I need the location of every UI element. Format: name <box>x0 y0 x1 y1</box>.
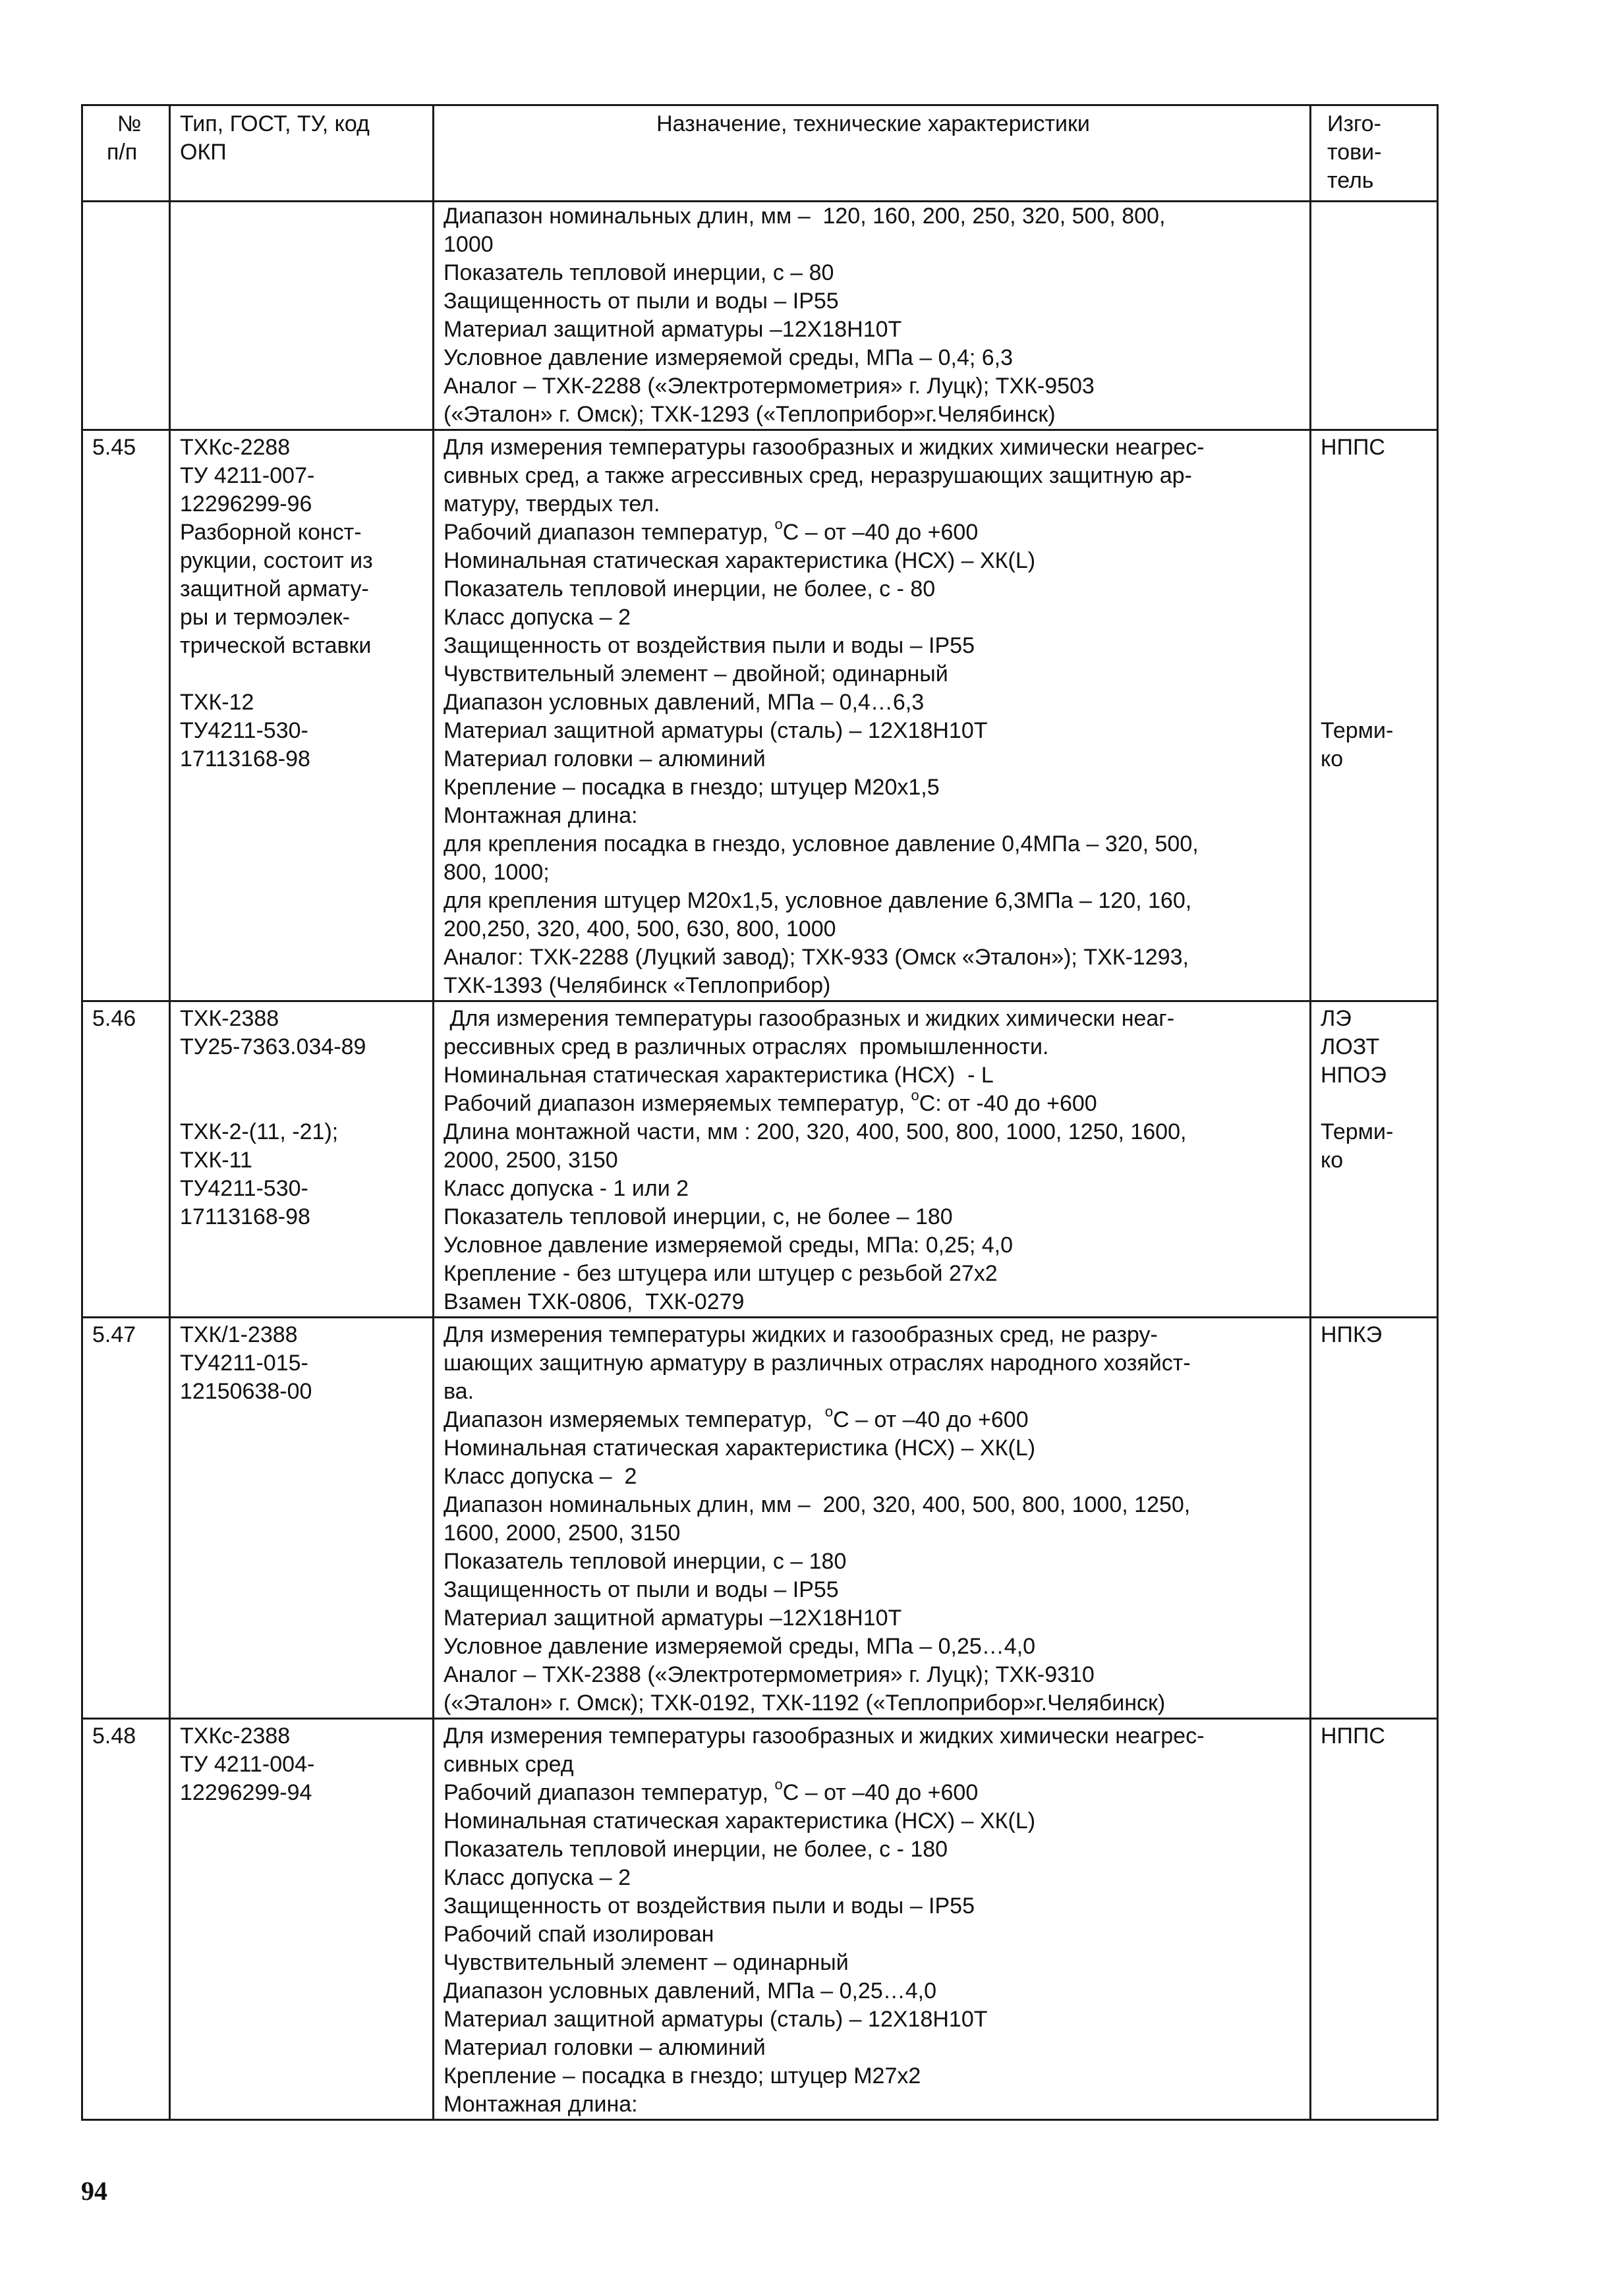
type-line: ТУ4211-530- <box>180 718 308 743</box>
degree-mark: o <box>824 1403 834 1420</box>
desc-line: 200,250, 320, 400, 500, 630, 800, 1000 <box>443 916 836 941</box>
desc-line: Крепление – посадка в гнездо; штуцер М27х2 <box>443 2063 921 2088</box>
desc-line: («Эталон» г. Омск); ТХК-1293 («Теплоприбор»г.Челябинск) <box>443 402 1056 427</box>
desc-line: Номинальная статическая характеристика (НСХ) – ХК(L) <box>443 1436 1036 1461</box>
header-maker <box>1311 105 1438 202</box>
cell-desc <box>434 202 1311 430</box>
desc-line: Материал защитной арматуры (сталь) – 12Х18Н10Т <box>443 718 988 743</box>
type-line: ТХКс-2388 <box>180 1723 291 1749</box>
cell-type <box>170 430 434 1001</box>
desc-line: Аналог: ТХК-2288 (Луцкий завод); ТХК-933 (Омск «Эталон»); ТХК-1293, <box>443 945 1189 970</box>
desc-line: сивных сред, а также агрессивных сред, неразрушающих защитную ар- <box>443 463 1192 488</box>
header-text: № <box>117 111 142 136</box>
desc-line: Показатель тепловой инерции, не более, с - 80 <box>443 576 936 602</box>
type-line: ТХКс-2288 <box>180 435 291 460</box>
desc-line: Диапазон номинальных длин, мм – 200, 320, 400, 500, 800, 1000, 1250, <box>443 1492 1191 1517</box>
type-line: ТХК-11 <box>180 1148 252 1173</box>
desc-line: для крепления штуцер М20х1,5, условное давление 6,3МПа – 120, 160, <box>443 888 1192 913</box>
desc-line: Монтажная длина: <box>443 2092 638 2117</box>
cell-num <box>82 1719 170 2120</box>
header-text: Тип, ГОСТ, ТУ, код <box>180 111 370 136</box>
degree-mark: o <box>774 515 783 532</box>
desc-line: Класс допуска - 1 или 2 <box>443 1176 689 1201</box>
cell-num <box>82 430 170 1001</box>
desc-line: Показатель тепловой инерции, с – 80 <box>443 260 834 285</box>
desc-line: Материал защитной арматуры –12Х18Н10Т <box>443 1606 902 1631</box>
row-number: 5.48 <box>92 1723 136 1749</box>
cell-type <box>170 1719 434 2120</box>
row-number: 5.45 <box>92 435 136 460</box>
desc-line: Для измерения температуры газообразных и жидких химически неаг- <box>443 1006 1175 1031</box>
cell-maker <box>1311 1318 1438 1719</box>
desc-line: ТХК-1393 (Челябинск «Теплоприбор) <box>443 973 831 998</box>
maker-line: ко <box>1321 746 1344 771</box>
cell-maker <box>1311 1719 1438 2120</box>
type-line: ТХК/1-2388 <box>180 1322 298 1347</box>
maker-line: НПКЭ <box>1321 1322 1383 1347</box>
type-line: ТУ25-7363.034-89 <box>180 1034 366 1059</box>
desc-line: Показатель тепловой инерции, с – 180 <box>443 1549 847 1574</box>
desc-line: Диапазон измеряемых температур, $^o$С – от –40 до +600 <box>443 1403 1029 1432</box>
row-number: 5.47 <box>92 1322 136 1347</box>
maker-line: ЛЭ <box>1321 1006 1352 1031</box>
desc-line: ва. <box>443 1379 474 1404</box>
type-line: 12296299-94 <box>180 1780 312 1805</box>
header-type <box>170 105 434 202</box>
maker-line: НПОЭ <box>1321 1063 1387 1088</box>
desc-line: Защищенность от воздействия пыли и воды – IP55 <box>443 1893 975 1918</box>
header-desc <box>434 105 1311 202</box>
desc-line: Материал защитной арматуры (сталь) – 12Х18Н10Т <box>443 2007 988 2032</box>
maker-line: ЛОЗТ <box>1321 1034 1380 1059</box>
maker-line: ко <box>1321 1148 1344 1173</box>
row-number: 5.46 <box>92 1006 136 1031</box>
desc-line: Диапазон условных давлений, МПа – 0,25…4,0 <box>443 1978 937 2003</box>
header-text: тель <box>1327 168 1374 193</box>
type-line: 17113168-98 <box>180 1204 310 1229</box>
cell-desc <box>434 1318 1311 1719</box>
header-text: п/п <box>107 140 138 165</box>
desc-line: Крепление - без штуцера или штуцер с резьбой 27х2 <box>443 1261 998 1286</box>
desc-line: Условное давление измеряемой среды, МПа: 0,25; 4,0 <box>443 1233 1014 1258</box>
maker-line: Терми- <box>1321 718 1394 743</box>
spec-table <box>81 104 1439 2121</box>
table-row <box>82 1001 1438 1318</box>
desc-line: Номинальная статическая характеристика (НСХ) – ХК(L) <box>443 548 1036 573</box>
desc-line: Для измерения температуры газообразных и жидких химически неагрес- <box>443 435 1205 460</box>
desc-line: Рабочий диапазон температур, $^o$С – от –40 до +600 <box>443 515 979 545</box>
cell-type <box>170 202 434 430</box>
desc-line: Показатель тепловой инерции, не более, с - 180 <box>443 1837 948 1862</box>
type-line: ТУ4211-015- <box>180 1351 308 1376</box>
cell-type <box>170 1318 434 1719</box>
desc-line: 2000, 2500, 3150 <box>443 1148 618 1173</box>
type-line: ТУ4211-530- <box>180 1176 308 1201</box>
desc-line: матуру, твердых тел. <box>443 491 660 517</box>
desc-line: Аналог – ТХК-2288 («Электротермометрия» г. Луцк); ТХК-9503 <box>443 374 1095 399</box>
desc-line: Для измерения температуры жидких и газообразных сред, не разру- <box>443 1322 1158 1347</box>
table-header-row <box>82 105 1438 202</box>
desc-line: Длина монтажной части, мм : 200, 320, 400, 500, 800, 1000, 1250, 1600, <box>443 1119 1187 1144</box>
desc-line: шающих защитную арматуру в различных отраслях народного хозяйст- <box>443 1351 1191 1376</box>
type-line: 12150638-00 <box>180 1379 312 1404</box>
desc-line: Рабочий диапазон температур, $^o$С – от –40 до +600 <box>443 1776 979 1805</box>
desc-line: Защищенность от воздействия пыли и воды – IP55 <box>443 633 975 658</box>
type-line: ТХК-12 <box>180 690 254 715</box>
type-line: ТУ 4211-004- <box>180 1752 315 1777</box>
cell-maker <box>1311 430 1438 1001</box>
table-row <box>82 1318 1438 1719</box>
type-line: Разборной конст- <box>180 520 362 545</box>
desc-line: Класс допуска – 2 <box>443 605 631 630</box>
type-line: защитной армату- <box>180 576 369 602</box>
cell-desc <box>434 430 1311 1001</box>
desc-line: Номинальная статическая характеристика (НСХ) – ХК(L) <box>443 1808 1036 1834</box>
header-num <box>82 105 170 202</box>
desc-line: для крепления посадка в гнездо, условное давление 0,4МПа – 320, 500, <box>443 831 1199 856</box>
page-number: 94 <box>81 2176 107 2206</box>
desc-line: Аналог – ТХК-2388 («Электротермометрия» г. Луцк); ТХК-9310 <box>443 1662 1095 1687</box>
maker-line: НППС <box>1321 435 1385 460</box>
table-row <box>82 202 1438 430</box>
desc-line: 1000 <box>443 232 494 257</box>
desc-line: Защищенность от пыли и воды – IP55 <box>443 1577 839 1602</box>
desc-line: Монтажная длина: <box>443 803 638 828</box>
desc-line: Класс допуска – 2 <box>443 1865 631 1890</box>
desc-line: 800, 1000; <box>443 860 550 885</box>
desc-line: («Эталон» г. Омск); ТХК-0192, ТХК-1192 («Теплоприбор»г.Челябинск) <box>443 1691 1166 1716</box>
cell-num <box>82 1001 170 1318</box>
desc-line: Взамен ТХК-0806, ТХК-0279 <box>443 1289 745 1314</box>
header-text: Изго- <box>1327 111 1381 136</box>
header-text: ОКП <box>180 140 227 165</box>
desc-line: Условное давление измеряемой среды, МПа – 0,4; 6,3 <box>443 345 1014 370</box>
type-line: трической вставки <box>180 633 372 658</box>
type-line: ТУ 4211-007- <box>180 463 315 488</box>
desc-line: Материал защитной арматуры –12Х18Н10Т <box>443 317 902 342</box>
desc-line: Чувствительный элемент – двойной; одинарный <box>443 661 948 686</box>
header-text: Назначение, технические характеристики <box>656 111 1090 136</box>
degree-mark: o <box>774 1776 783 1793</box>
table-row <box>82 430 1438 1001</box>
desc-line: Рабочий диапазон измеряемых температур, $^o$С: от -40 до +600 <box>443 1086 1097 1116</box>
desc-line: Чувствительный элемент – одинарный <box>443 1950 849 1975</box>
maker-line: Терми- <box>1321 1119 1394 1144</box>
cell-desc <box>434 1719 1311 2120</box>
desc-line: Условное давление измеряемой среды, МПа – 0,25…4,0 <box>443 1634 1036 1659</box>
desc-line: Крепление – посадка в гнездо; штуцер М20х1,5 <box>443 775 940 800</box>
type-line: ры и термоэлек- <box>180 605 351 630</box>
table-row <box>82 1719 1438 2120</box>
desc-line: 1600, 2000, 2500, 3150 <box>443 1521 681 1546</box>
desc-line: Класс допуска – 2 <box>443 1464 637 1489</box>
degree-mark: o <box>911 1086 919 1104</box>
type-line: 12296299-96 <box>180 491 312 517</box>
type-line: рукции, состоит из <box>180 548 373 573</box>
type-line: ТХК-2388 <box>180 1006 279 1031</box>
desc-line: рессивных сред в различных отраслях промышленности. <box>443 1034 1049 1059</box>
header-text: тови- <box>1327 140 1382 165</box>
desc-line: Материал головки – алюминий <box>443 746 766 771</box>
desc-line: Показатель тепловой инерции, с, не более – 180 <box>443 1204 953 1229</box>
cell-num <box>82 1318 170 1719</box>
desc-line: Диапазон номинальных длин, мм – 120, 160, 200, 250, 320, 500, 800, <box>443 204 1166 229</box>
cell-maker <box>1311 1001 1438 1318</box>
desc-line: сивных сред <box>443 1752 574 1777</box>
cell-maker <box>1311 202 1438 430</box>
maker-line: НППС <box>1321 1723 1385 1749</box>
desc-line: Номинальная статическая характеристика (НСХ) - L <box>443 1063 994 1088</box>
type-line: ТХК-2-(11, -21); <box>180 1119 339 1144</box>
desc-line: Рабочий спай изолирован <box>443 1922 714 1947</box>
desc-line: Материал головки – алюминий <box>443 2035 766 2060</box>
type-line: 17113168-98 <box>180 746 310 771</box>
desc-line: Диапазон условных давлений, МПа – 0,4…6,3 <box>443 690 925 715</box>
cell-type <box>170 1001 434 1318</box>
cell-desc <box>434 1001 1311 1318</box>
desc-line: Для измерения температуры газообразных и жидких химически неагрес- <box>443 1723 1205 1749</box>
cell-num <box>82 202 170 430</box>
desc-line: Защищенность от пыли и воды – IP55 <box>443 289 839 314</box>
